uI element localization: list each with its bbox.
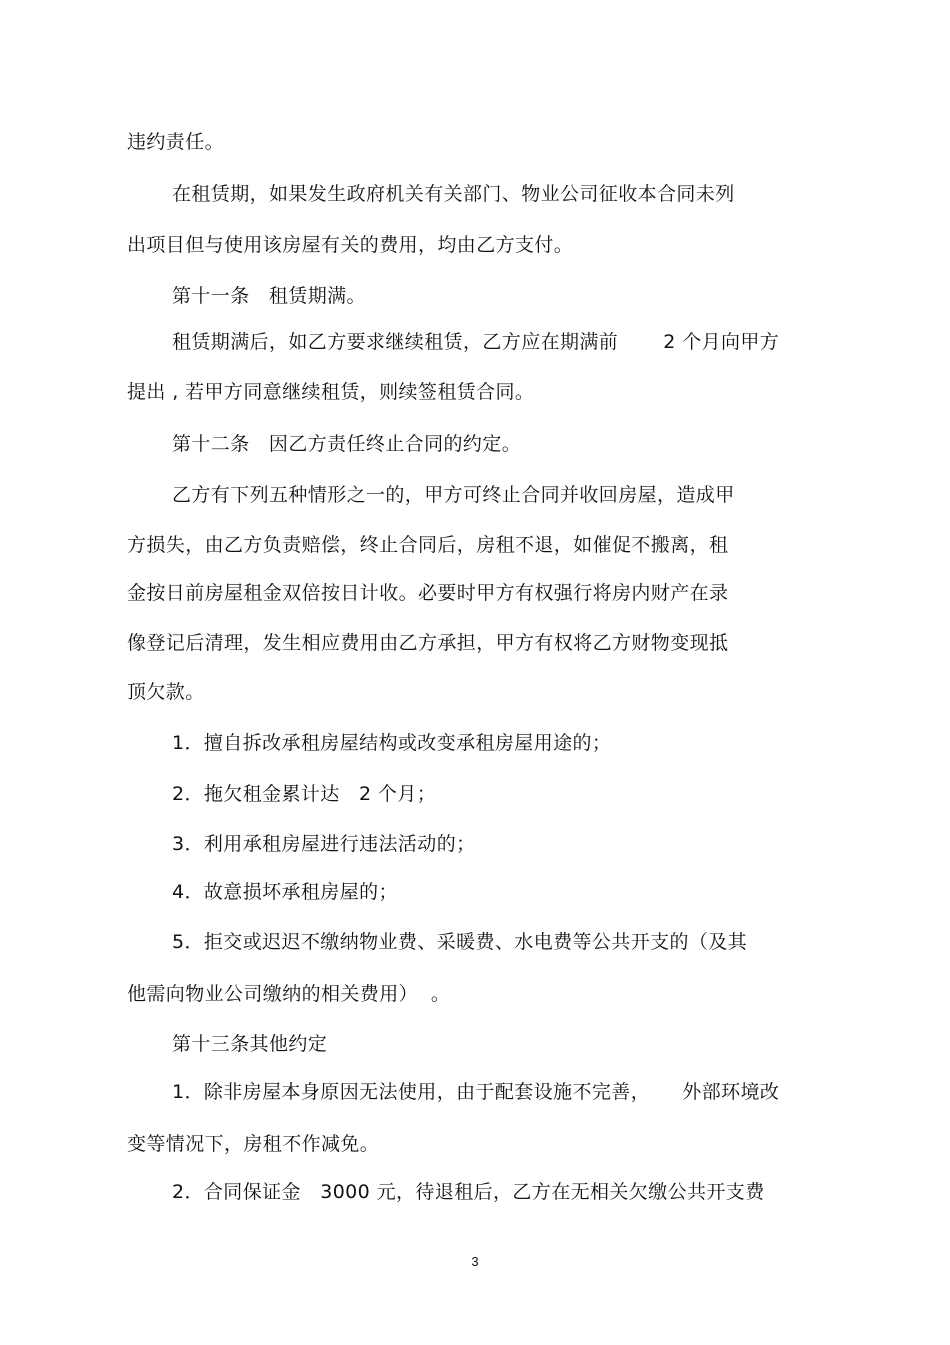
section-heading: 第十三条其他约定 [172,1033,328,1055]
text-line: 金按日前房屋租金双倍按日计收。必要时甲方有权强行将房内财产在录 [127,582,729,604]
text-line: 在租赁期，如果发生政府机关有关部门、物业公司征收本合同未列 [172,183,735,205]
list-item: 5．拒交或迟迟不缴纳物业费、采暖费、水电费等公共开支的（及其 [172,931,748,953]
list-item: 1．除非房屋本身原因无法使用，由于配套设施不完善， 外部环境改 [172,1081,780,1103]
text-line: 违约责任。 [127,131,225,153]
text-line: 顶欠款。 [127,681,205,703]
section-heading: 第十二条 因乙方责任终止合同的约定。 [172,433,522,455]
text-line: 租赁期满后，如乙方要求继续租赁，乙方应在期满前 2 个月向甲方 [172,331,780,353]
text-line: 方损失，由乙方负责赔偿，终止合同后，房租不退，如催促不搬离，租 [127,534,729,556]
text-line: 出项目但与使用该房屋有关的费用，均由乙方支付。 [127,234,574,256]
text-line: 提出 , 若甲方同意继续租赁，则续签租赁合同。 [127,381,535,403]
list-item: 3．利用承租房屋进行违法活动的； [172,833,476,855]
text-line: 他需向物业公司缴纳的相关费用） 。 [127,983,451,1005]
list-item: 1．擅自拆改承租房屋结构或改变承租房屋用途的； [172,732,612,754]
list-item: 2．合同保证金 3000 元，待退租后，乙方在无相关欠缴公共开支费 [172,1181,765,1203]
text-line: 乙方有下列五种情形之一的，甲方可终止合同并收回房屋，造成甲 [172,484,735,506]
page-number: 3 [471,1254,479,1269]
section-heading: 第十一条 租赁期满。 [172,285,366,307]
text-line: 像登记后清理，发生相应费用由乙方承担，甲方有权将乙方财物变现抵 [127,632,729,654]
list-item: 4．故意损坏承租房屋的； [172,881,398,903]
text-line: 变等情况下，房租不作减免。 [127,1133,380,1155]
list-item: 2．拖欠租金累计达 2 个月； [172,783,437,805]
